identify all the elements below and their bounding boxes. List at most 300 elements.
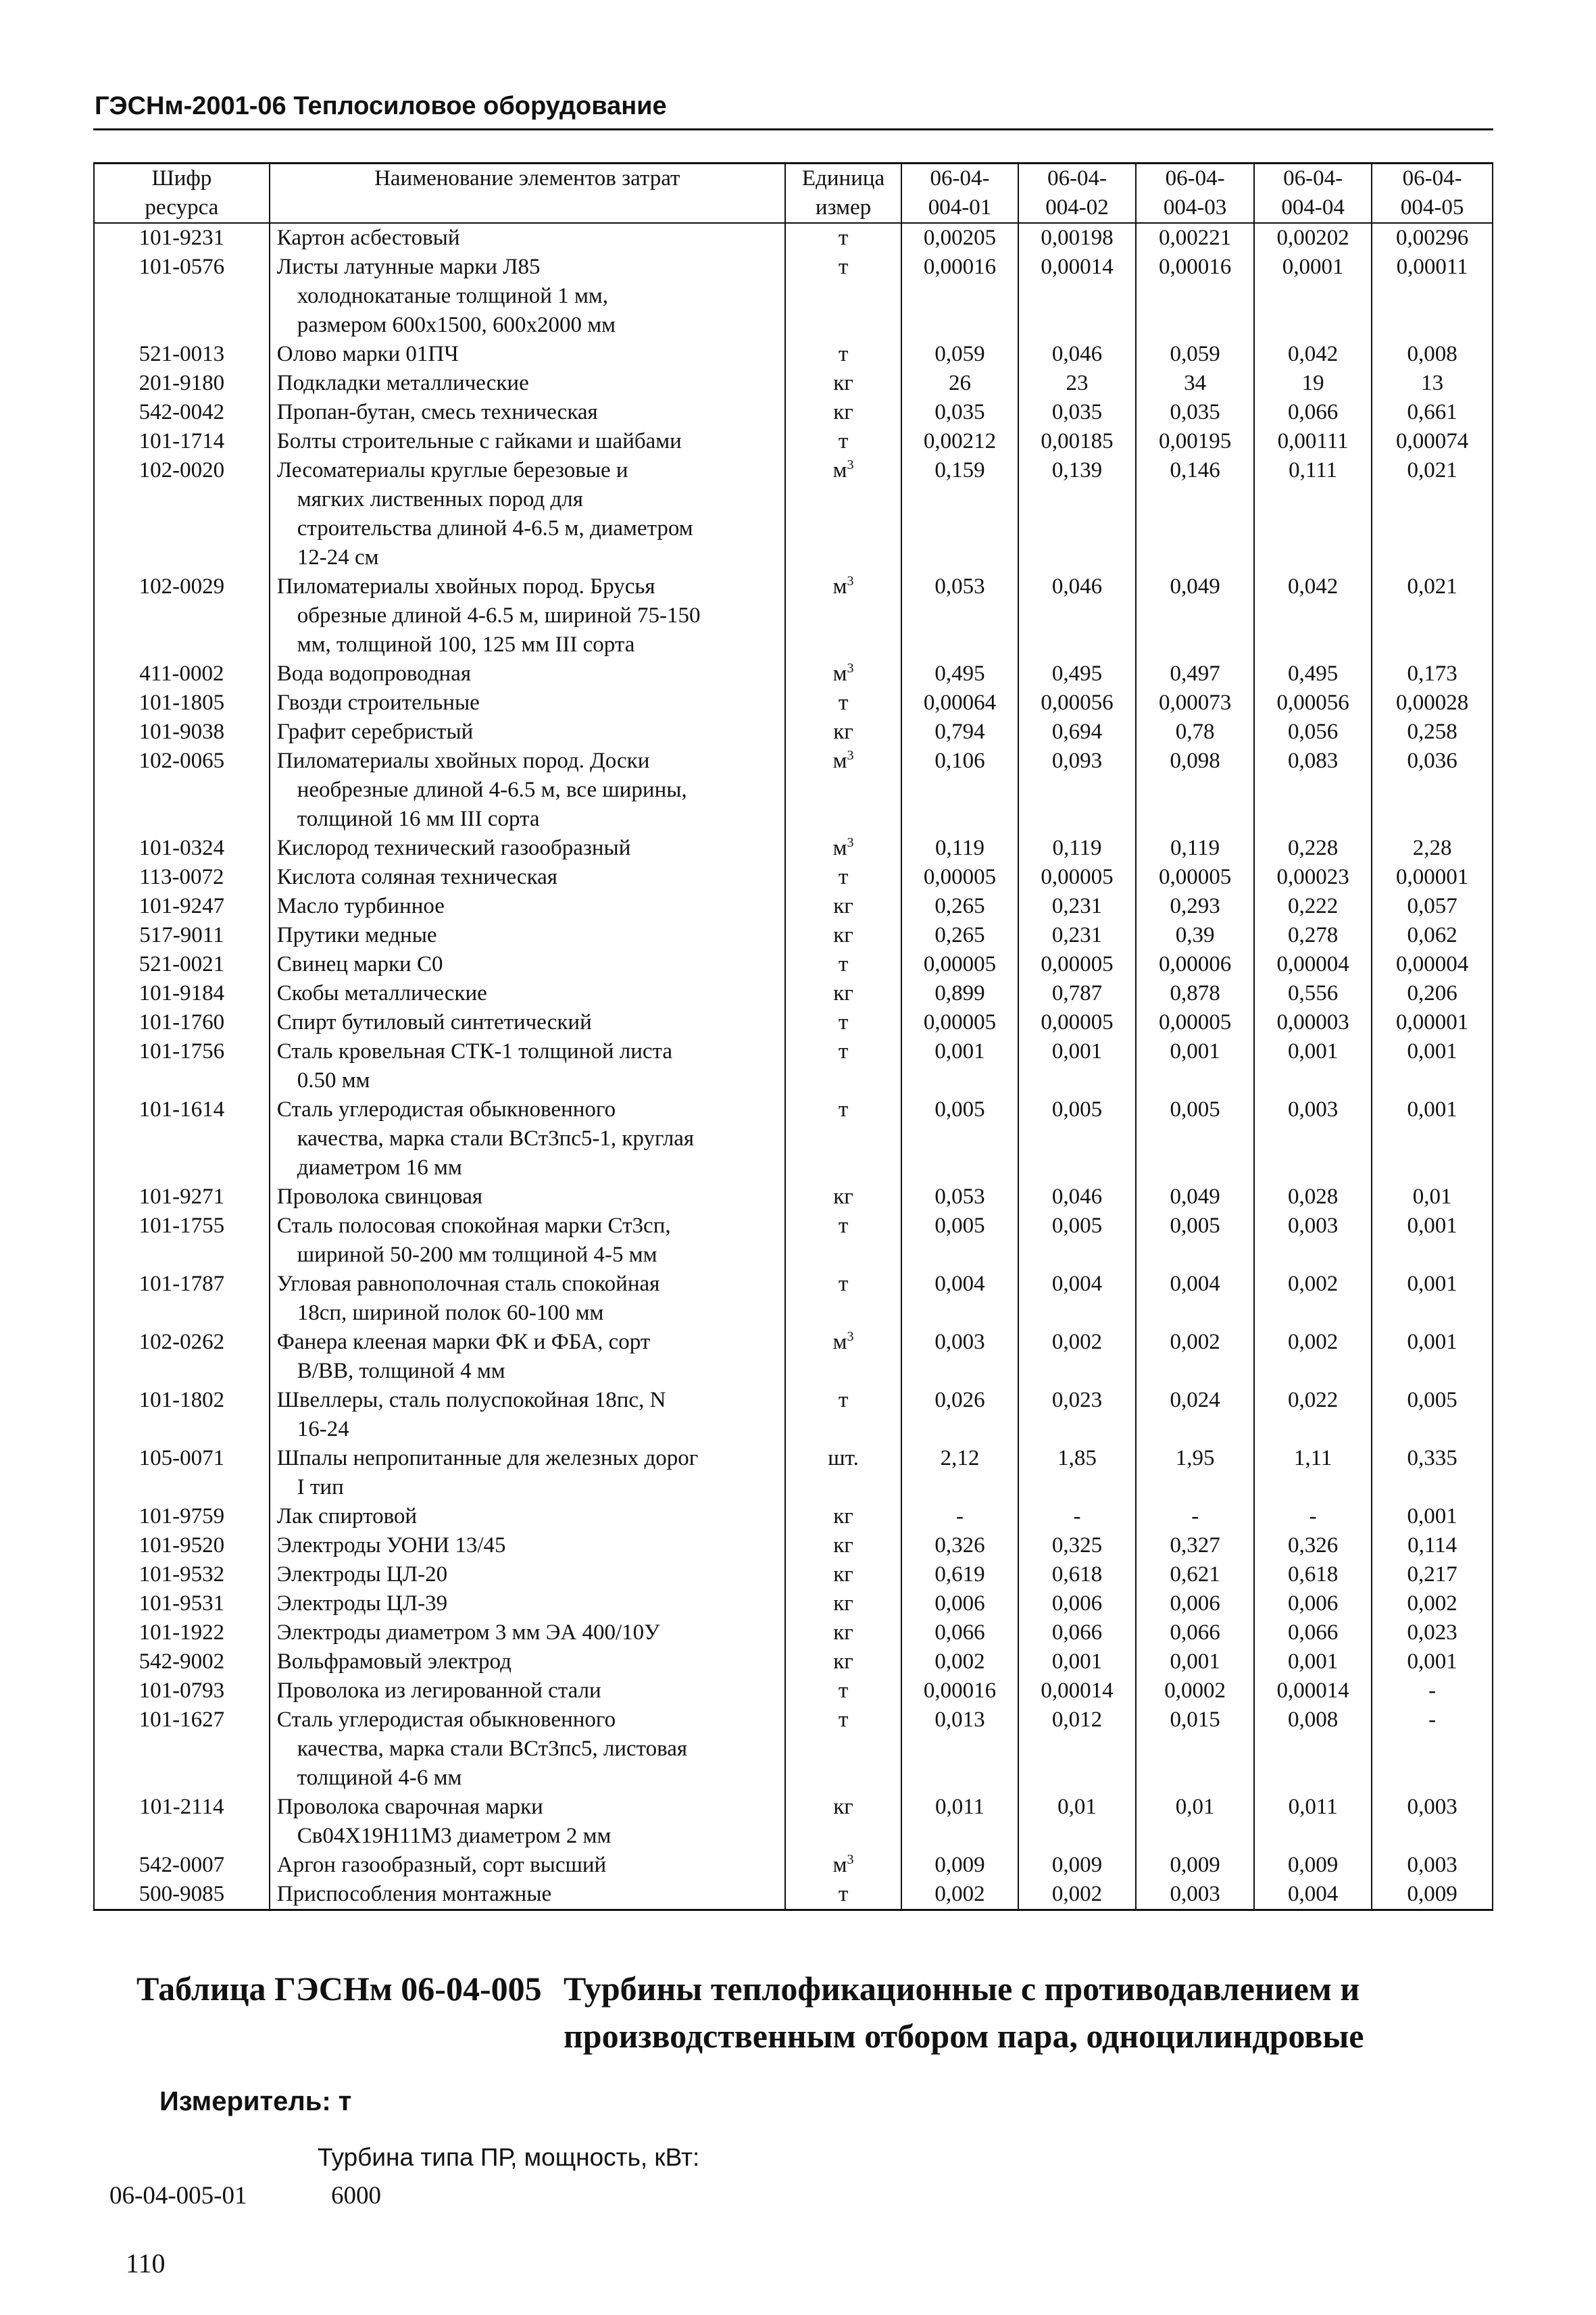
resource-name xyxy=(270,863,785,892)
norm-value: 0,01 xyxy=(1372,1183,1493,1212)
table-header-row xyxy=(94,164,1493,224)
resource-code: 521-0021 xyxy=(94,950,270,979)
resource-name-line: качества, марка стали ВСт3пс5, листовая xyxy=(297,1737,688,1761)
norm-value: 0,00014 xyxy=(1018,253,1137,340)
column-header: 06-04- 004-01 xyxy=(901,164,1018,224)
norm-value: 0,028 xyxy=(1254,1183,1372,1212)
header-rule xyxy=(93,128,1493,130)
table-row xyxy=(94,340,1493,369)
resource-unit xyxy=(785,1444,902,1502)
norm-value: 0,00016 xyxy=(1136,253,1254,340)
resource-code: 101-1714 xyxy=(94,427,270,456)
norm-value: 0,003 xyxy=(1136,1880,1254,1910)
norm-value: 0,005 xyxy=(901,1095,1018,1183)
norm-value: 0,00185 xyxy=(1018,427,1137,456)
norm-value: 0,036 xyxy=(1372,747,1493,834)
resource-name xyxy=(270,340,785,369)
norm-value: 0,00014 xyxy=(1254,1676,1372,1706)
resource-name-line: В/ВВ, толщиной 4 мм xyxy=(297,1359,505,1383)
resource-code: 411-0002 xyxy=(94,659,270,689)
resource-name xyxy=(270,1531,785,1560)
norm-value: 0,00004 xyxy=(1372,950,1493,979)
unit-text: т xyxy=(838,1708,849,1732)
resource-name xyxy=(270,572,785,659)
resource-name-line: диаметром 16 мм xyxy=(297,1155,462,1180)
resource-code: 101-0576 xyxy=(94,253,270,340)
unit-superscript: 3 xyxy=(847,457,854,472)
unit-text: кг xyxy=(833,981,853,1005)
norm-value: 0,001 xyxy=(1018,1647,1137,1676)
norm-value: - xyxy=(901,1502,1018,1531)
resource-name-line: мягких лиственных пород для xyxy=(297,487,583,512)
resource-name xyxy=(270,1793,785,1851)
norm-value: 0,00005 xyxy=(1136,1008,1254,1037)
norm-value: 0,003 xyxy=(1254,1212,1372,1270)
page-number: 110 xyxy=(126,2248,166,2279)
norm-value: 0,556 xyxy=(1254,979,1372,1008)
norm-value: 0,00011 xyxy=(1372,253,1493,340)
resource-unit xyxy=(785,1647,902,1676)
norm-value: 2,28 xyxy=(1372,834,1493,863)
resource-unit xyxy=(785,1793,902,1851)
norm-value: 0,015 xyxy=(1136,1706,1254,1793)
norm-item-power: 6000 xyxy=(331,2182,381,2210)
norm-value: 0,098 xyxy=(1136,747,1254,834)
norm-value: 0,00028 xyxy=(1372,689,1493,718)
norm-value: 0,008 xyxy=(1372,340,1493,369)
resource-unit xyxy=(785,1531,902,1560)
resource-name-line: Листы латунные марки Л85 xyxy=(276,255,541,279)
unit-text: кг xyxy=(833,1504,853,1528)
table-row xyxy=(94,1880,1493,1910)
table-row xyxy=(94,979,1493,1008)
resource-code: 101-1922 xyxy=(94,1618,270,1647)
norm-value: 0,006 xyxy=(1254,1589,1372,1618)
norm-value: 0,495 xyxy=(1018,659,1137,689)
unit-text: м xyxy=(832,574,847,599)
resource-name-line: Проволока из легированной стали xyxy=(276,1678,601,1703)
table-caption-text: Турбины теплофикационные с противодавлением и производственным отбором пара, одноцилиндровые xyxy=(564,1970,1364,2055)
norm-value: 0,878 xyxy=(1136,979,1254,1008)
norm-value: 0,001 xyxy=(1254,1037,1372,1095)
resource-table xyxy=(93,162,1493,1911)
table-row xyxy=(94,223,1493,253)
norm-value: 0,00056 xyxy=(1254,689,1372,718)
resource-name-line: Спирт бутиловый синтетический xyxy=(276,1010,592,1035)
resource-name-line: Проволока сварочная марки xyxy=(276,1795,543,1819)
resource-code: 101-1755 xyxy=(94,1212,270,1270)
table-row xyxy=(94,1444,1493,1502)
norm-value: 0,258 xyxy=(1372,718,1493,747)
table-row xyxy=(94,369,1493,398)
norm-value: 0,002 xyxy=(1136,1328,1254,1386)
resource-unit xyxy=(785,1851,902,1880)
norm-value: 0,006 xyxy=(1018,1589,1137,1618)
norm-value: 0,231 xyxy=(1018,921,1137,950)
table-row xyxy=(94,950,1493,979)
resource-name-line: Подкладки металлические xyxy=(276,371,529,395)
norm-value: 0,222 xyxy=(1254,892,1372,921)
resource-code: 101-9520 xyxy=(94,1531,270,1560)
resource-name xyxy=(270,950,785,979)
norm-value: 0,026 xyxy=(901,1386,1018,1444)
norm-value: 0,022 xyxy=(1254,1386,1372,1444)
norm-value: 0,00023 xyxy=(1254,863,1372,892)
resource-name-line: Кислород технический газообразный xyxy=(276,836,631,860)
norm-value: 0,78 xyxy=(1136,718,1254,747)
resource-name-line: качества, марка стали ВСт3пс5-1, круглая xyxy=(297,1126,695,1151)
resource-name xyxy=(270,369,785,398)
norm-value: 0,006 xyxy=(1136,1589,1254,1618)
norm-value: 0,024 xyxy=(1136,1386,1254,1444)
resource-name xyxy=(270,1706,785,1793)
unit-text: т xyxy=(838,429,849,453)
resource-unit xyxy=(785,950,902,979)
norm-value: 0,002 xyxy=(1372,1589,1493,1618)
norm-value: 0,056 xyxy=(1254,718,1372,747)
norm-value: 0,005 xyxy=(1136,1212,1254,1270)
table-row xyxy=(94,689,1493,718)
norm-value: 0,00004 xyxy=(1254,950,1372,979)
resource-name-line: Лесоматериалы круглые березовые и xyxy=(276,458,628,482)
resource-unit xyxy=(785,1008,902,1037)
table-row xyxy=(94,1095,1493,1183)
norm-value: - xyxy=(1136,1502,1254,1531)
table-row xyxy=(94,1502,1493,1531)
resource-name-line: необрезные длиной 4-6.5 м, все ширины, xyxy=(297,778,687,802)
resource-name xyxy=(270,1095,785,1183)
norm-value: 0,00001 xyxy=(1372,863,1493,892)
resource-code: 101-0324 xyxy=(94,834,270,863)
unit-text: т xyxy=(838,1097,849,1122)
norm-value: 0,001 xyxy=(1136,1037,1254,1095)
norm-value: 0,066 xyxy=(1018,1618,1137,1647)
unit-text: т xyxy=(838,1388,849,1412)
unit-superscript: 3 xyxy=(847,1852,854,1867)
norm-value: 0,327 xyxy=(1136,1531,1254,1560)
norm-value: 0,00005 xyxy=(1018,863,1137,892)
table-row xyxy=(94,863,1493,892)
resource-code: 101-1756 xyxy=(94,1037,270,1095)
resource-code: 542-0007 xyxy=(94,1851,270,1880)
resource-code: 101-1805 xyxy=(94,689,270,718)
resource-name-line: Швеллеры, сталь полуспокойная 18пс, N xyxy=(276,1388,666,1412)
resource-unit xyxy=(785,1502,902,1531)
resource-unit xyxy=(785,340,902,369)
norm-value: 0,083 xyxy=(1254,747,1372,834)
norm-value: 0,066 xyxy=(901,1618,1018,1647)
resource-name-line: Электроды диаметром 3 мм ЭА 400/10У xyxy=(276,1620,660,1645)
table-row xyxy=(94,1008,1493,1037)
norm-value: 0,003 xyxy=(901,1328,1018,1386)
norm-value: 0,059 xyxy=(1136,340,1254,369)
resource-name-line: толщиной 16 мм III сорта xyxy=(297,807,540,831)
resource-unit xyxy=(785,572,902,659)
resource-unit xyxy=(785,659,902,689)
unit-text: кг xyxy=(833,1795,853,1819)
resource-name-line: Пропан-бутан, смесь техническая xyxy=(276,400,598,424)
norm-value: 0,787 xyxy=(1018,979,1137,1008)
norm-value: 0,002 xyxy=(1018,1880,1137,1910)
resource-unit xyxy=(785,689,902,718)
turbine-type-label: Турбина типа ПР, мощность, кВт: xyxy=(318,2143,700,2171)
norm-value: 0,00074 xyxy=(1372,427,1493,456)
norm-value: 0,00005 xyxy=(1136,863,1254,892)
table-row xyxy=(94,892,1493,921)
unit-text: м xyxy=(832,749,847,773)
unit-text: т xyxy=(838,952,849,976)
resource-unit xyxy=(785,1618,902,1647)
norm-value: 0,265 xyxy=(901,921,1018,950)
table-row xyxy=(94,1560,1493,1589)
norm-value: - xyxy=(1372,1706,1493,1793)
unit-text: т xyxy=(838,1272,849,1296)
norm-value: 0,002 xyxy=(1254,1270,1372,1328)
resource-name-line: Картон асбестовый xyxy=(276,226,460,250)
norm-value: 0,119 xyxy=(901,834,1018,863)
resource-unit xyxy=(785,1676,902,1706)
norm-value: 0,231 xyxy=(1018,892,1137,921)
norm-value: 0,01 xyxy=(1018,1793,1137,1851)
resource-unit xyxy=(785,1560,902,1589)
resource-name-line: Вода водопроводная xyxy=(276,662,472,686)
resource-name-line: Кислота соляная техническая xyxy=(276,865,557,889)
resource-unit xyxy=(785,456,902,572)
resource-name xyxy=(270,223,785,253)
resource-name-line: 16-24 xyxy=(297,1417,349,1441)
resource-name-line: Графит серебристый xyxy=(276,720,474,744)
resource-name xyxy=(270,1328,785,1386)
resource-code: 101-1614 xyxy=(94,1095,270,1183)
norm-value: 0,899 xyxy=(901,979,1018,1008)
norm-value: 0,053 xyxy=(901,1183,1018,1212)
column-header: 06-04- 004-05 xyxy=(1372,164,1493,224)
norm-value: 0,042 xyxy=(1254,340,1372,369)
norm-value: 0,335 xyxy=(1372,1444,1493,1502)
resource-name xyxy=(270,1037,785,1095)
table-row xyxy=(94,1706,1493,1793)
resource-name-line: Св04Х19Н11М3 диаметром 2 мм xyxy=(297,1824,612,1848)
resource-code: 101-0793 xyxy=(94,1676,270,1706)
norm-value: 0,173 xyxy=(1372,659,1493,689)
resource-name-line: Шпалы непропитанные для железных дорог xyxy=(276,1446,699,1470)
norm-value: 0,035 xyxy=(1136,398,1254,427)
unit-text: кг xyxy=(833,1620,853,1645)
norm-value: 0,111 xyxy=(1254,456,1372,572)
norm-value: 0,00005 xyxy=(1018,950,1137,979)
column-header: 06-04- 004-03 xyxy=(1136,164,1254,224)
norm-value: 0,00016 xyxy=(901,1676,1018,1706)
resource-code: 101-9759 xyxy=(94,1502,270,1531)
norm-value: 0,00202 xyxy=(1254,223,1372,253)
unit-text: м xyxy=(832,836,847,860)
norm-value: 0,001 xyxy=(1372,1270,1493,1328)
resource-unit xyxy=(785,834,902,863)
resource-name-line: холоднокатаные толщиной 1 мм, xyxy=(297,284,608,308)
norm-value: 0,621 xyxy=(1136,1560,1254,1589)
resource-name-line: толщиной 4-6 мм xyxy=(297,1766,462,1790)
resource-name-line: Электроды УОНИ 13/45 xyxy=(276,1533,506,1558)
norm-value: 0,004 xyxy=(1254,1880,1372,1910)
resource-name xyxy=(270,1212,785,1270)
norm-value: 0,206 xyxy=(1372,979,1493,1008)
column-header: Единица измер xyxy=(785,164,902,224)
resource-unit xyxy=(785,398,902,427)
resource-name xyxy=(270,979,785,1008)
resource-name-line: 12-24 см xyxy=(297,545,379,570)
resource-name-line: Сталь полосовая спокойная марки Ст3сп, xyxy=(276,1214,671,1238)
resource-name-line: 18сп, шириной полок 60-100 мм xyxy=(297,1301,604,1325)
resource-name xyxy=(270,1386,785,1444)
norm-value: 0,049 xyxy=(1136,572,1254,659)
table-row xyxy=(94,659,1493,689)
resource-name-line: Сталь углеродистая обыкновенного xyxy=(276,1097,616,1122)
unit-text: м xyxy=(832,662,847,686)
table-body xyxy=(94,223,1493,1910)
norm-value: 0,004 xyxy=(1136,1270,1254,1328)
resource-unit xyxy=(785,427,902,456)
norm-value: 0,497 xyxy=(1136,659,1254,689)
norm-value: 0,005 xyxy=(1136,1095,1254,1183)
norm-value: 0,217 xyxy=(1372,1560,1493,1589)
norm-value: 0,011 xyxy=(1254,1793,1372,1851)
resource-name-line: Сталь углеродистая обыкновенного xyxy=(276,1708,616,1732)
table-row xyxy=(94,398,1493,427)
norm-value: 0,39 xyxy=(1136,921,1254,950)
unit-text: т xyxy=(838,865,849,889)
resource-code: 101-9184 xyxy=(94,979,270,1008)
norm-value: 0,159 xyxy=(901,456,1018,572)
norm-value: 0,001 xyxy=(1372,1212,1493,1270)
unit-text: кг xyxy=(833,1533,853,1558)
measure-unit: Измеритель: т xyxy=(159,2087,352,2116)
unit-text: т xyxy=(838,691,849,715)
table-caption-label: Таблица ГЭСНм 06-04-005 xyxy=(136,1970,542,2008)
resource-name xyxy=(270,1618,785,1647)
norm-value: 0,001 xyxy=(1136,1647,1254,1676)
norm-value: 0,001 xyxy=(1372,1095,1493,1183)
norm-value: 0,00005 xyxy=(901,950,1018,979)
resource-code: 101-1787 xyxy=(94,1270,270,1328)
norm-value: 0,00296 xyxy=(1372,223,1493,253)
resource-name xyxy=(270,689,785,718)
norm-value: 0,046 xyxy=(1018,572,1137,659)
norm-value: 0,009 xyxy=(1254,1851,1372,1880)
norm-value: 0,046 xyxy=(1018,340,1137,369)
resource-name xyxy=(270,1444,785,1502)
norm-value: 0,005 xyxy=(901,1212,1018,1270)
unit-text: кг xyxy=(833,720,853,744)
resource-name xyxy=(270,1647,785,1676)
column-header: 06-04- 004-04 xyxy=(1254,164,1372,224)
resource-name-line: Болты строительные с гайками и шайбами xyxy=(276,429,682,453)
norm-value: 0,326 xyxy=(901,1531,1018,1560)
norm-value: 0,00001 xyxy=(1372,1008,1493,1037)
norm-value: 0,661 xyxy=(1372,398,1493,427)
unit-superscript: 3 xyxy=(847,748,854,763)
table-row xyxy=(94,1386,1493,1444)
unit-text: кг xyxy=(833,1185,853,1209)
table-row xyxy=(94,834,1493,863)
norm-value: 0,012 xyxy=(1018,1706,1137,1793)
table-row xyxy=(94,1589,1493,1618)
norm-value: 0,062 xyxy=(1372,921,1493,950)
norm-value: 0,023 xyxy=(1372,1618,1493,1647)
norm-value: 0,053 xyxy=(901,572,1018,659)
table-row xyxy=(94,1270,1493,1328)
resource-unit xyxy=(785,892,902,921)
norm-value: 0,009 xyxy=(1136,1851,1254,1880)
resource-name xyxy=(270,427,785,456)
norm-value: 0,139 xyxy=(1018,456,1137,572)
norm-value: 0,003 xyxy=(1372,1793,1493,1851)
resource-code: 101-1802 xyxy=(94,1386,270,1444)
resource-name xyxy=(270,1183,785,1212)
resource-name-line: Скобы металлические xyxy=(276,981,487,1005)
norm-value: 0,00221 xyxy=(1136,223,1254,253)
unit-text: кг xyxy=(833,1649,853,1674)
norm-value: 0,00111 xyxy=(1254,427,1372,456)
resource-code: 102-0262 xyxy=(94,1328,270,1386)
resource-name-line: 0.50 мм xyxy=(297,1068,370,1093)
norm-value: 0,228 xyxy=(1254,834,1372,863)
norm-value: 0,035 xyxy=(901,398,1018,427)
norm-value: 0,066 xyxy=(1254,1618,1372,1647)
norm-value: 19 xyxy=(1254,369,1372,398)
unit-superscript: 3 xyxy=(847,1329,854,1344)
resource-name-line: обрезные длиной 4-6.5 м, шириной 75-150 xyxy=(297,603,701,628)
norm-value: 13 xyxy=(1372,369,1493,398)
norm-value: 0,325 xyxy=(1018,1531,1137,1560)
column-header: 06-04- 004-02 xyxy=(1018,164,1137,224)
resource-name-line: Гвозди строительные xyxy=(276,691,480,715)
norm-value: 2,12 xyxy=(901,1444,1018,1502)
resource-code: 542-9002 xyxy=(94,1647,270,1676)
norm-value: 0,278 xyxy=(1254,921,1372,950)
resource-code: 101-9231 xyxy=(94,223,270,253)
resource-unit xyxy=(785,1706,902,1793)
table-row xyxy=(94,427,1493,456)
norm-value: 0,619 xyxy=(901,1560,1018,1589)
norm-item-code: 06-04-005-01 xyxy=(109,2182,247,2210)
resource-unit xyxy=(785,1270,902,1328)
norm-value: 0,003 xyxy=(1372,1851,1493,1880)
unit-text: кг xyxy=(833,1562,853,1587)
norm-value: 0,001 xyxy=(1254,1647,1372,1676)
unit-text: т xyxy=(838,1039,849,1064)
resource-unit xyxy=(785,1589,902,1618)
resource-unit xyxy=(785,747,902,834)
resource-unit xyxy=(785,718,902,747)
unit-text: т xyxy=(838,226,849,250)
norm-value: 0,0001 xyxy=(1254,253,1372,340)
table-row xyxy=(94,921,1493,950)
resource-name xyxy=(270,1880,785,1910)
norm-value: 0,00005 xyxy=(901,1008,1018,1037)
unit-text: т xyxy=(838,1882,849,1906)
norm-value: 0,326 xyxy=(1254,1531,1372,1560)
resource-code: 517-9011 xyxy=(94,921,270,950)
unit-text: кг xyxy=(833,371,853,395)
resource-name-line: размером 600х1500, 600х2000 мм xyxy=(297,313,616,337)
norm-value: 0,005 xyxy=(1372,1386,1493,1444)
norm-value: 0,009 xyxy=(1372,1880,1493,1910)
norm-value: 0,066 xyxy=(1136,1618,1254,1647)
unit-text: т xyxy=(838,1010,849,1035)
resource-name-line: Сталь кровельная СТК-1 толщиной листа xyxy=(276,1039,673,1064)
resource-name xyxy=(270,253,785,340)
resource-code: 201-9180 xyxy=(94,369,270,398)
